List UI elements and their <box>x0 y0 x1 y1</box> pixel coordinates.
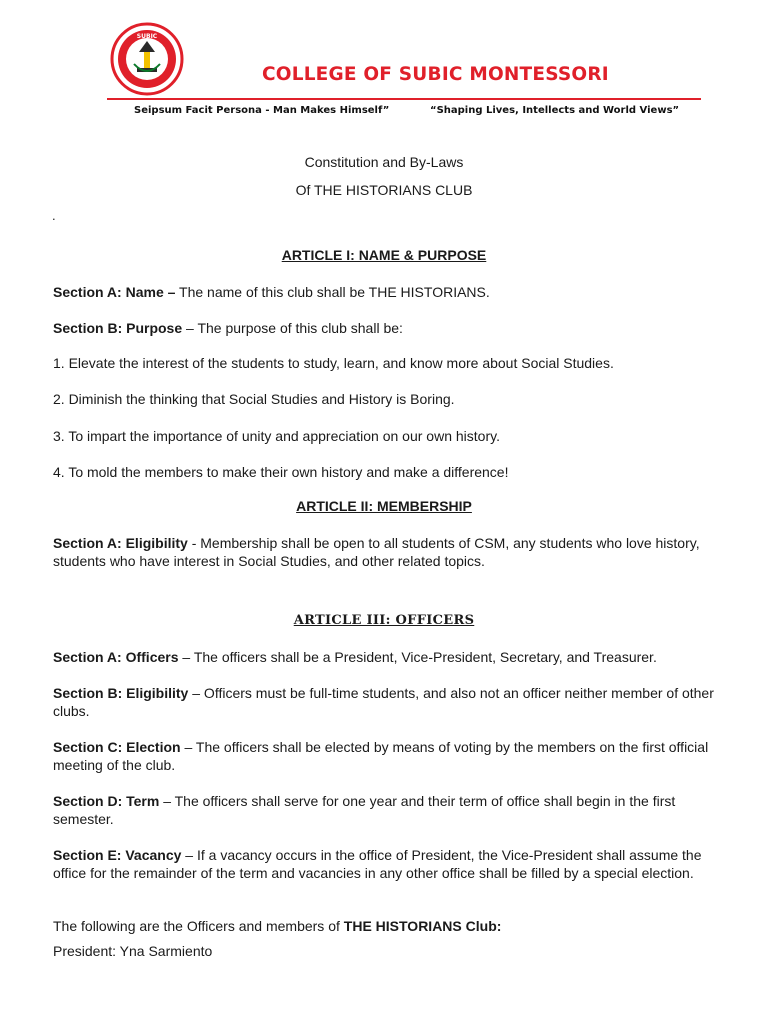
section-text: – The purpose of this club shall be: <box>182 320 403 336</box>
purpose-item-2: 2. Diminish the thinking that Social Studies and History is Boring. <box>53 391 455 407</box>
officers-intro <box>53 917 721 935</box>
officers-intro-club: THE HISTORIANS Club: <box>343 918 502 934</box>
section-label: Section A: Officers <box>53 649 179 665</box>
section-label: Section A: Name – <box>53 284 176 300</box>
article-3-section-a <box>53 648 721 666</box>
motto-left: Seipsum Facit Persona - Man Makes Himself” <box>134 105 390 116</box>
header-rule <box>107 98 701 100</box>
logo-text: SUBIC <box>136 33 158 40</box>
section-text: The name of this club shall be THE HISTORIANS. <box>175 284 490 300</box>
article-3-section-c <box>53 738 721 774</box>
article-2-heading: ARTICLE II: MEMBERSHIP <box>296 498 472 514</box>
section-text: – The officers shall serve for one year and their term of office shall begin in the first semester. <box>53 793 676 827</box>
section-label: Section D: Term <box>53 793 160 809</box>
article-3-section-e <box>53 846 721 882</box>
document-title-line1: Constitution and By-Laws <box>304 154 464 170</box>
section-text: – If a vacancy occurs in the office of President, the Vice-President shall assume the office for the remainder of the term and vacancies in any other office shall be filled by a special election. <box>53 847 702 881</box>
document-title-line2: Of THE HISTORIANS CLUB <box>295 182 473 198</box>
officer-president: President: Yna Sarmiento <box>53 943 213 959</box>
college-seal-logo <box>110 22 184 96</box>
article-3-heading: ARTICLE III: OFFICERS <box>293 613 475 628</box>
section-label: Section E: Vacancy <box>53 847 182 863</box>
section-label: Section A: Eligibility <box>53 535 188 551</box>
college-name: COLLEGE OF SUBIC MONTESSORI <box>262 64 609 85</box>
article-2-section-a <box>53 534 721 570</box>
section-text: – The officers shall be a President, Vice-President, Secretary, and Treasurer. <box>178 649 657 665</box>
officers-intro-text: The following are the Officers and members of <box>53 918 344 934</box>
section-text: – The officers shall be elected by means of voting by the members on the first official meeting of the club. <box>53 739 709 773</box>
motto-right: “Shaping Lives, Intellects and World Views” <box>430 105 680 116</box>
section-label: Section B: Purpose <box>53 320 183 336</box>
purpose-item-1: 1. Elevate the interest of the students to study, learn, and know more about Social Studies. <box>53 355 614 371</box>
article-1-section-a <box>53 283 721 301</box>
section-text: - Membership shall be open to all students of CSM, any students who love history, students who have interest in Social Studies, and other related topics. <box>53 535 700 569</box>
stray-mark: . <box>52 208 56 223</box>
article-1-heading: ARTICLE I: NAME & PURPOSE <box>281 247 487 263</box>
article-3-section-d <box>53 792 721 828</box>
section-text: – Officers must be full-time students, and also not an officer neither member of other clubs. <box>53 685 714 719</box>
section-label: Section C: Election <box>53 739 181 755</box>
section-label: Section B: Eligibility <box>53 685 189 701</box>
article-3-section-b <box>53 684 721 720</box>
purpose-item-4: 4. To mold the members to make their own history and make a difference! <box>53 464 509 480</box>
article-1-section-b <box>53 319 721 337</box>
purpose-item-3: 3. To impart the importance of unity and appreciation on our own history. <box>53 428 500 444</box>
